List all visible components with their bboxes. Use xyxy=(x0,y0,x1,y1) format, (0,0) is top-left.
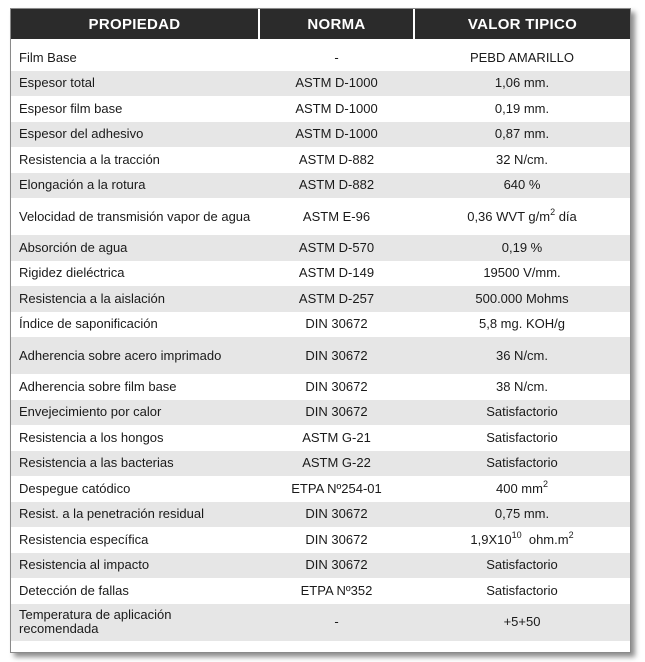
cell-property: Adherencia sobre acero imprimado xyxy=(11,337,259,374)
table-row xyxy=(11,425,630,451)
cell-property: Espesor total xyxy=(11,71,259,97)
cell-value: 36 N/cm. xyxy=(414,337,630,374)
table-row xyxy=(11,173,630,199)
cell-value xyxy=(414,527,630,553)
cell-property: Resist. a la penetración residual xyxy=(11,502,259,528)
cell-property: Resistencia a la aislación xyxy=(11,286,259,312)
table-row xyxy=(11,286,630,312)
cell-value: 640 % xyxy=(414,173,630,199)
cell-norm: - xyxy=(334,49,339,65)
cell-value xyxy=(414,476,630,502)
table-body xyxy=(11,39,630,641)
cell-property: Resistencia al impacto xyxy=(11,553,259,579)
value-superscript: 10 xyxy=(511,529,522,540)
cell-property: Absorción de agua xyxy=(11,235,259,261)
table-row xyxy=(11,604,630,641)
cell-value: +5+50 xyxy=(414,604,630,641)
cell-norm: - xyxy=(259,604,414,641)
cell-property: Despegue catódico xyxy=(19,480,131,496)
cell-value xyxy=(414,198,630,235)
cell-norm: DIN 30672 xyxy=(305,378,368,394)
value-superscript-2: 2 xyxy=(568,529,574,540)
table-row xyxy=(11,45,630,71)
table-row xyxy=(11,578,630,604)
cell-norm: ASTM D-257 xyxy=(259,286,414,312)
cell-property: Envejecimiento por calor xyxy=(11,400,259,426)
header-value: VALOR TIPICO xyxy=(414,9,630,39)
cell-value: 0,87 mm. xyxy=(414,122,630,148)
cell-value: Satisfactorio xyxy=(414,553,630,579)
cell-value: 38 N/cm. xyxy=(495,378,548,394)
table-row xyxy=(11,312,630,338)
cell-norm: DIN 30672 xyxy=(259,400,414,426)
cell-norm: ASTM D-149 xyxy=(298,265,375,281)
cell-property: Resistencia a los hongos xyxy=(19,429,164,445)
header-property: PROPIEDAD xyxy=(11,9,259,39)
cell-value: 32 N/cm. xyxy=(495,151,548,167)
cell-property: Resistencia a la tracción xyxy=(19,151,160,167)
cell-property: Adherencia sobre film base xyxy=(19,378,177,394)
cell-value: Satisfactorio xyxy=(486,429,558,445)
cell-property: Elongación a la rotura xyxy=(11,173,259,199)
value-main: 0,36 WVT g/m xyxy=(467,208,551,224)
value-superscript: 2 xyxy=(542,478,548,489)
properties-table xyxy=(11,9,630,641)
cell-norm: ASTM D-882 xyxy=(259,173,414,199)
value-tail: día xyxy=(555,208,577,224)
cell-norm: ETPA Nº352 xyxy=(300,582,373,598)
cell-property: Espesor film base xyxy=(19,100,123,116)
cell-norm: DIN 30672 xyxy=(305,531,368,547)
cell-property: Temperatura de aplicación recomendada xyxy=(11,604,259,641)
cell-norm: ASTM D-882 xyxy=(298,151,375,167)
table-row xyxy=(11,451,630,477)
cell-norm: ASTM D-1000 xyxy=(259,71,414,97)
table-row xyxy=(11,502,630,528)
table-row xyxy=(11,337,630,374)
cell-property: Índice de saponificación xyxy=(19,316,158,332)
cell-value: 5,8 mg. KOH/g xyxy=(479,316,565,332)
cell-property: Resistencia a las bacterias xyxy=(11,451,259,477)
table-header xyxy=(11,9,630,39)
cell-property: Resistencia específica xyxy=(19,531,149,547)
cell-property: Rigidez dieléctrica xyxy=(19,265,125,281)
table-row xyxy=(11,261,630,287)
value-main: 1,9X10 xyxy=(470,531,512,547)
cell-property: Espesor del adhesivo xyxy=(11,122,259,148)
cell-norm: ASTM G-22 xyxy=(259,451,414,477)
cell-value: 500.000 Mohms xyxy=(414,286,630,312)
cell-value: 1,06 mm. xyxy=(414,71,630,97)
properties-table-container xyxy=(10,8,631,653)
cell-norm: DIN 30672 xyxy=(259,502,414,528)
cell-value: Satisfactorio xyxy=(486,582,558,598)
value-tail: ohm.m xyxy=(521,531,569,547)
table-row xyxy=(11,553,630,579)
value-superscript: 2 xyxy=(550,206,556,217)
cell-value: 0,19 % xyxy=(414,235,630,261)
table-row xyxy=(11,96,630,122)
cell-norm: DIN 30672 xyxy=(259,337,414,374)
cell-value: Satisfactorio xyxy=(414,451,630,477)
value-main: 400 mm xyxy=(496,480,543,496)
cell-value: PEBD AMARILLO xyxy=(469,49,575,65)
cell-value: 0,75 mm. xyxy=(414,502,630,528)
cell-value: 19500 V/mm. xyxy=(483,265,561,281)
cell-norm: ETPA Nº254-01 xyxy=(291,480,382,496)
table-row xyxy=(11,374,630,400)
cell-property: Film Base xyxy=(19,49,77,65)
cell-norm: ASTM D-1000 xyxy=(295,100,378,116)
cell-norm: ASTM D-570 xyxy=(259,235,414,261)
table-row xyxy=(11,400,630,426)
cell-norm: ASTM E-96 xyxy=(302,208,371,224)
cell-property: Velocidad de transmisión vapor de agua xyxy=(19,208,251,224)
cell-value: 0,19 mm. xyxy=(494,100,550,116)
table-row xyxy=(11,527,630,553)
table-row xyxy=(11,235,630,261)
table-row xyxy=(11,198,630,235)
cell-property: Detección de fallas xyxy=(19,582,129,598)
cell-norm: DIN 30672 xyxy=(259,553,414,579)
cell-value: Satisfactorio xyxy=(414,400,630,426)
table-row xyxy=(11,71,630,97)
header-norm: NORMA xyxy=(259,9,414,39)
table-row xyxy=(11,147,630,173)
table-row xyxy=(11,122,630,148)
cell-norm: ASTM G-21 xyxy=(302,429,371,445)
cell-norm: ASTM D-1000 xyxy=(259,122,414,148)
table-row xyxy=(11,476,630,502)
cell-norm: DIN 30672 xyxy=(305,316,368,332)
